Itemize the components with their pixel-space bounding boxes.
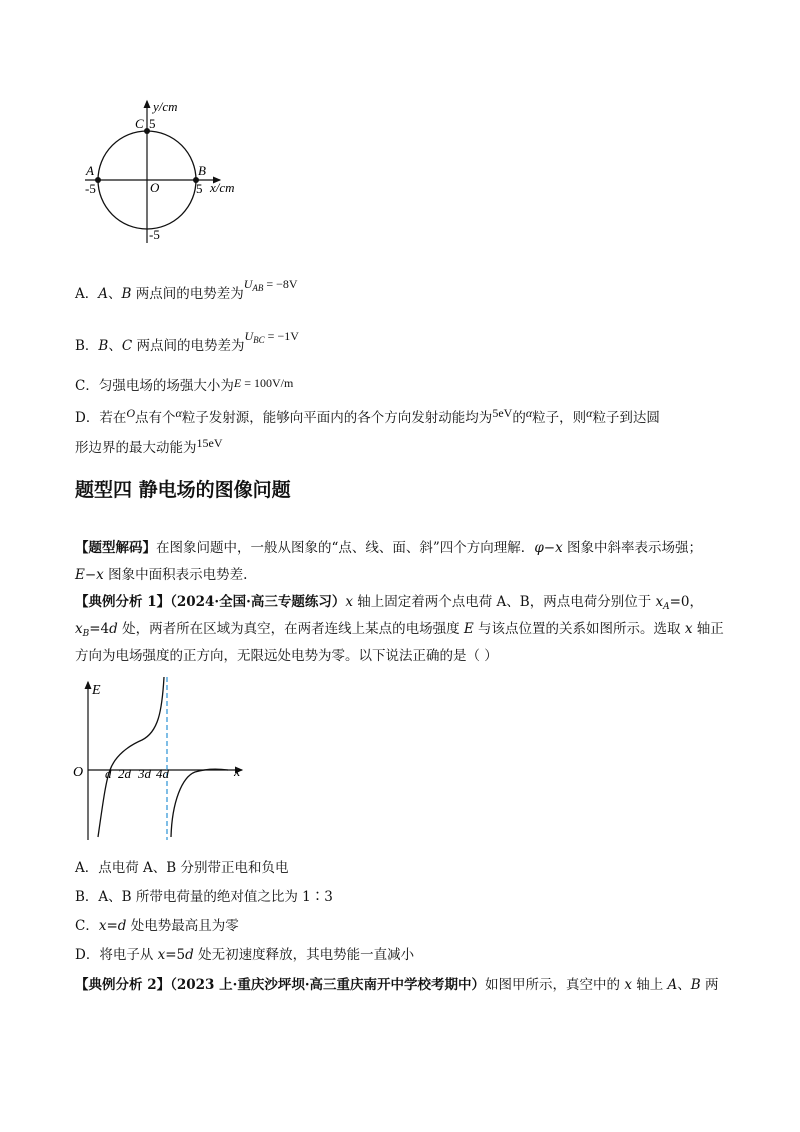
q1-option-a: A．A、B 两点间的电势差为$U_{AB} = -8V$ <box>75 277 298 302</box>
example2-line1: 【典例分析 2】（2023 上·重庆沙坪坝·高三重庆南开中学校考期中）如图甲所示，真空中的 x 轴上 A、B 两 <box>75 977 719 993</box>
point-a <box>95 177 101 183</box>
origin-label: O <box>150 180 160 195</box>
origin-label: O <box>73 765 84 780</box>
q1-option-d: D．若在O点有个α粒子发射源，能够向平面内的各个方向发射动能均为5eV的α粒子，则α粒子到达圆 <box>75 406 660 426</box>
q1-option-c: C．匀强电场的场强大小为E = 100V/m <box>75 376 294 394</box>
tick-bottom: -5 <box>149 227 160 242</box>
tick-4d: 4d <box>156 766 169 781</box>
circle-figure <box>70 95 250 245</box>
section-title: 题型四 静电场的图像问题 <box>75 479 291 501</box>
q2-option-c: C．x=d 处电势最高且为零 <box>75 918 239 934</box>
y-label: E <box>92 683 101 698</box>
method-line2: E−x 图象中面积表示电势差. <box>75 567 248 583</box>
y-axis-label: y/cm <box>153 99 178 114</box>
label-b: B <box>198 163 206 178</box>
q1-option-d-line2: 形边界的最大动能为15eV <box>75 436 223 456</box>
example1-line1: 【典例分析 1】（2024·全国·高三专题练习）x 轴上固定着两个点电荷 A、B，两点电荷分别位于 $x_A=0$， <box>75 594 704 612</box>
x-label: x <box>234 765 241 780</box>
e-x-graph <box>70 672 250 844</box>
curve-right <box>171 769 228 837</box>
method-line1: 【题型解码】在图象问题中，一般从图象的“点、线、面、斜”四个方向理解．φ−x 图象中斜率表示场强； <box>75 540 702 556</box>
tick-3d: 3d <box>138 766 151 781</box>
example1-line2: $x_B=4d$ 处，两者所在区域为真空，在两者连线上某点的电场强度 E 与该点位置的关系如图所示。选取 x 轴正 <box>75 621 724 639</box>
tick-top: 5 <box>149 116 156 131</box>
q1-option-b: B．B、C 两点间的电势差为$U_{BC} = -1V$ <box>75 329 299 354</box>
label-a: A <box>86 163 94 178</box>
tick-right: 5 <box>196 181 203 196</box>
example1-line3: 方向为电场强度的正方向，无限远处电势为零。以下说法正确的是（ ） <box>75 648 498 664</box>
x-axis-label: x/cm <box>210 180 235 195</box>
q2-option-d: D．将电子从 x=5d 处无初速度释放，其电势能一直减小 <box>75 947 415 963</box>
tick-d: d <box>105 766 112 781</box>
q2-option-a: A．点电荷 A、B 分别带正电和负电 <box>75 860 289 876</box>
tick-left: -5 <box>85 181 96 196</box>
tick-2d: 2d <box>118 766 131 781</box>
q2-option-b: B．A、B 所带电荷量的绝对值之比为 1∶3 <box>75 889 333 905</box>
curve-left <box>98 677 164 837</box>
label-c: C <box>135 116 144 131</box>
